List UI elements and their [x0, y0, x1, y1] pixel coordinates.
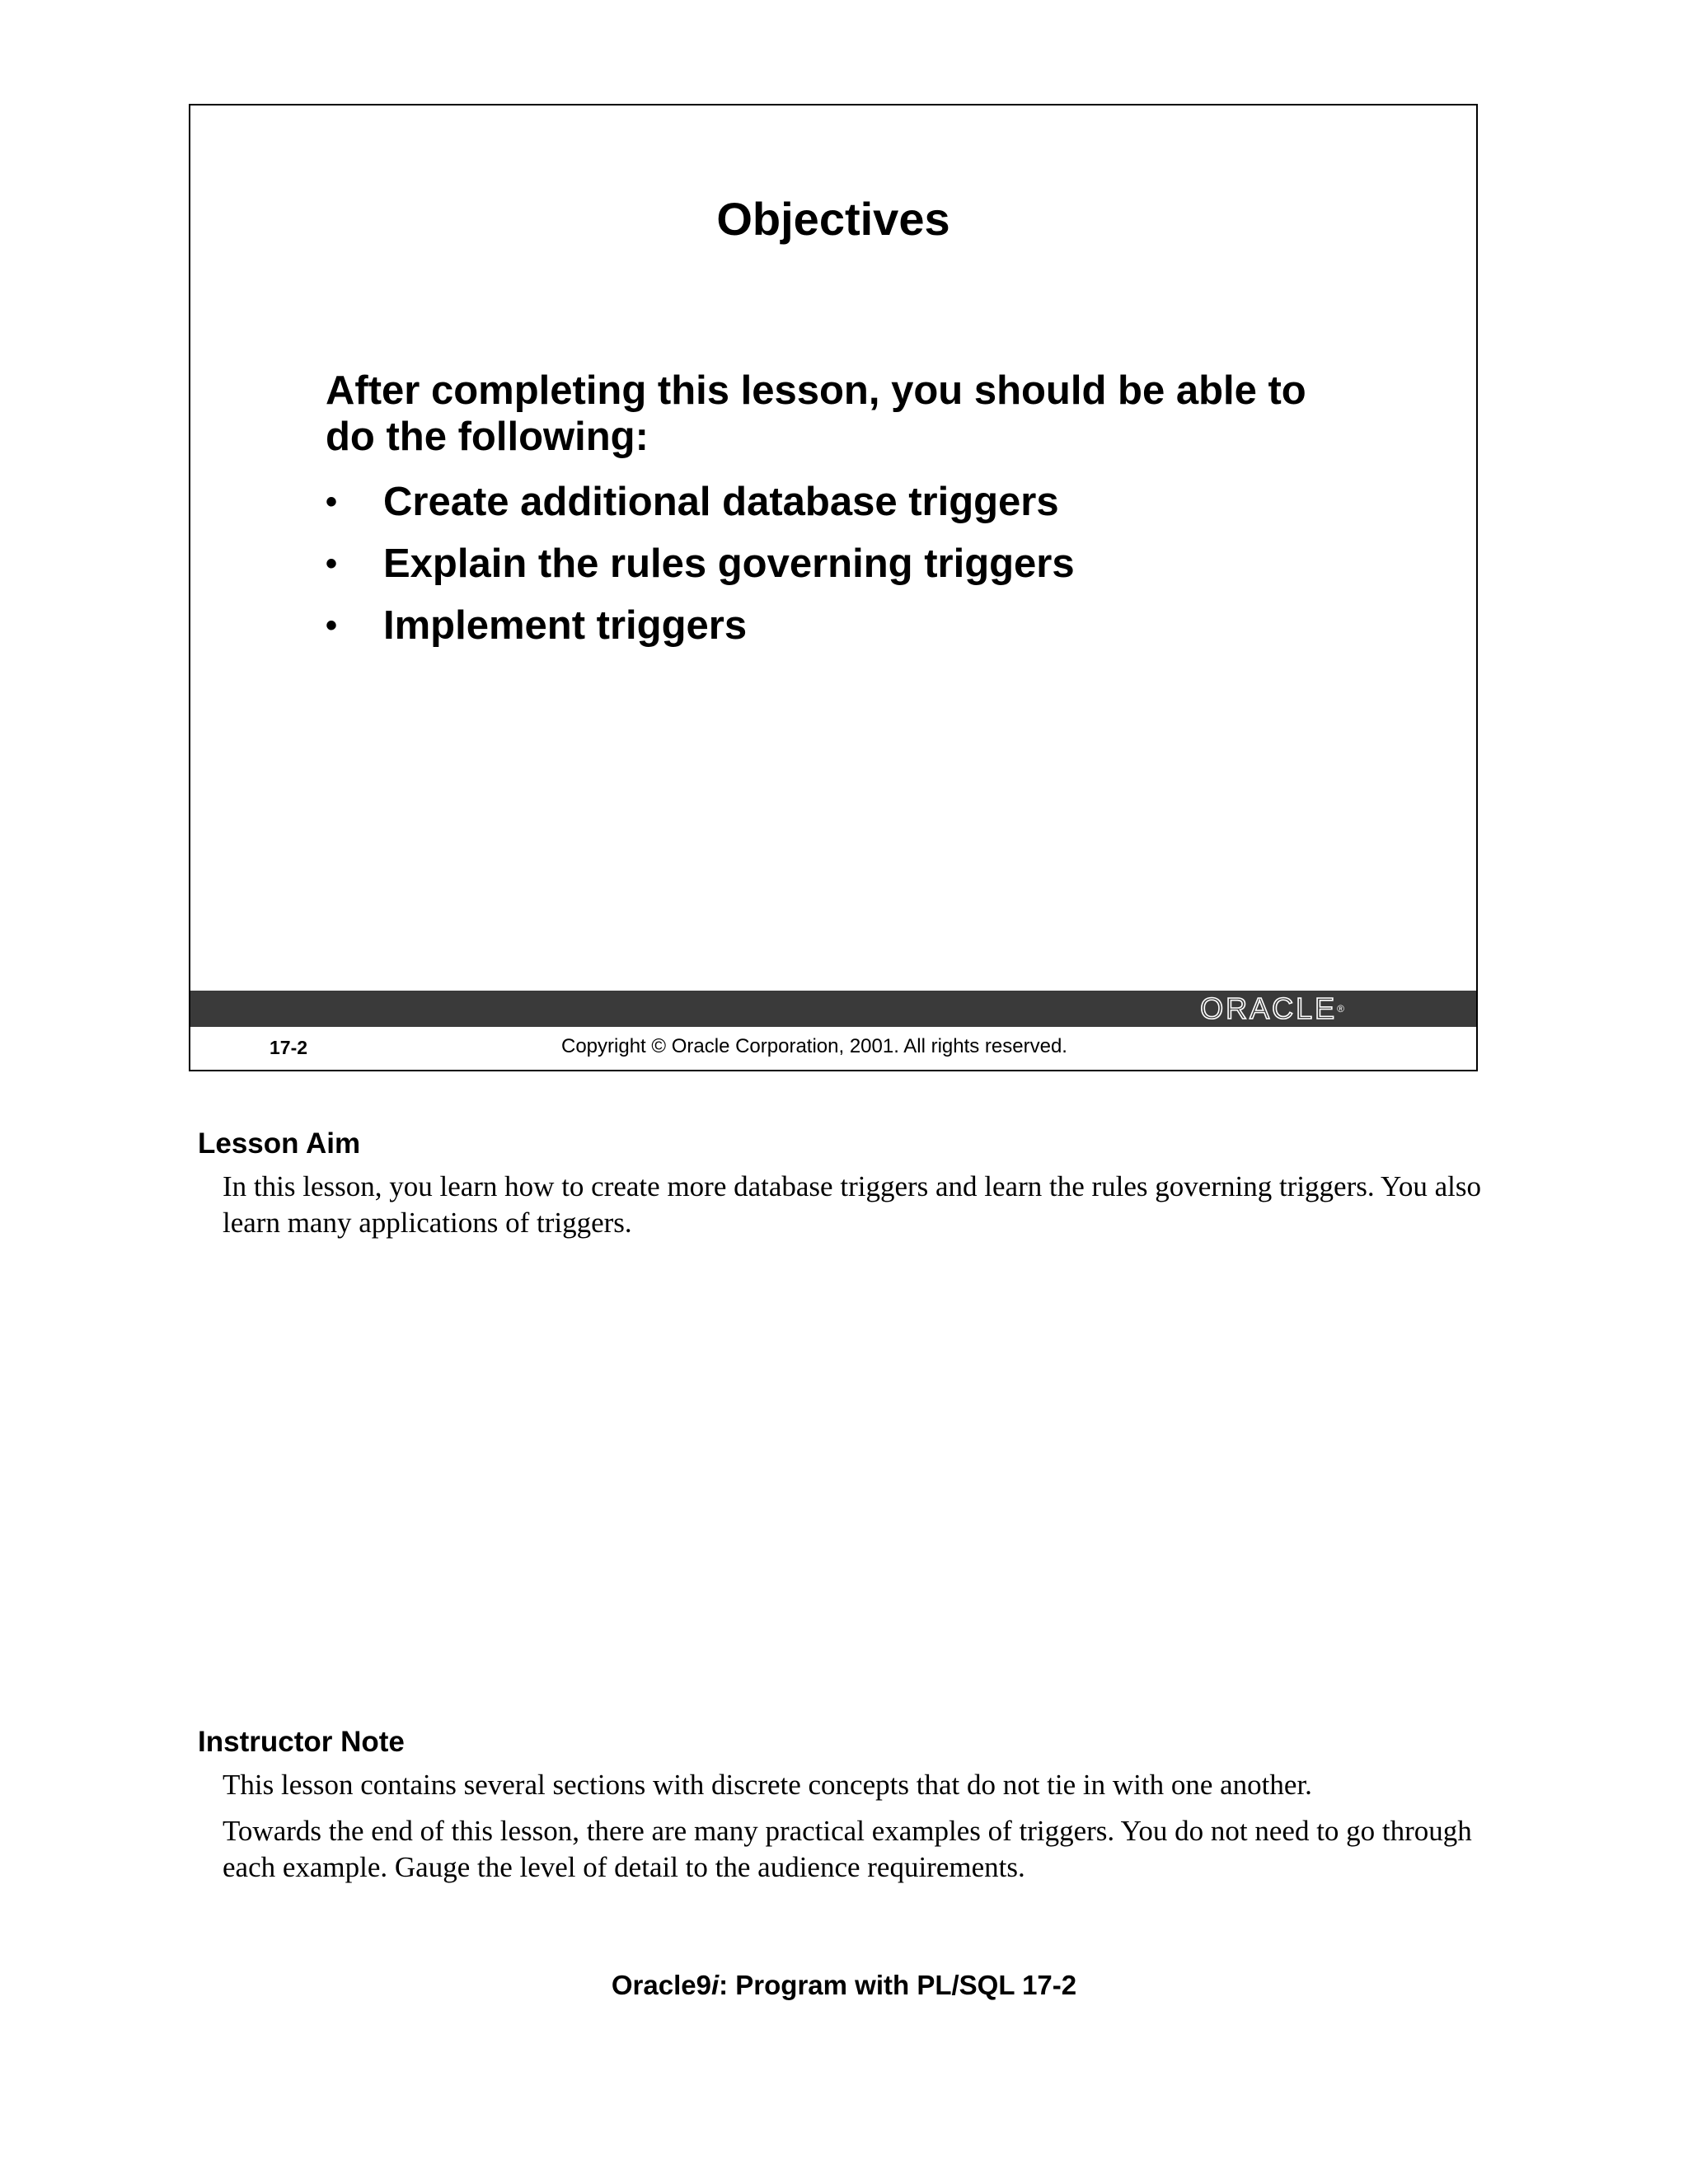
slide [189, 104, 1478, 1071]
instructor-note-paragraph: Towards the end of this lesson, there are many practical examples of triggers. You do not need to go through each example. Gauge the level of detail to the audience requirements. [223, 1815, 1472, 1883]
trademark-mark: ® [1337, 1003, 1344, 1015]
lesson-aim-heading: Lesson Aim [198, 1127, 361, 1160]
objective-item [326, 595, 1075, 657]
objective-item [326, 471, 1075, 533]
slide-title: Objectives [716, 193, 950, 245]
oracle-bar [190, 991, 1476, 1027]
lesson-aim-paragraph: In this lesson, you learn how to create more database triggers and learn the rules governing triggers. You also learn many applications of triggers. [223, 1170, 1481, 1239]
oracle-logo-text: ORACLE [1200, 991, 1338, 1025]
objectives-list [326, 471, 1075, 657]
objective-item [326, 533, 1075, 595]
footer-suffix: : Program with PL/SQL 17-2 [719, 1970, 1077, 2000]
instructor-note-heading: Instructor Note [198, 1726, 405, 1758]
slide-footer [190, 1032, 1476, 1065]
instructor-note-body [223, 1767, 1508, 1896]
page-footer [0, 1970, 1688, 2001]
bullet-icon: • [326, 484, 338, 520]
objective-text: Implement triggers [383, 603, 748, 648]
bullet-icon: • [326, 546, 338, 582]
footer-prefix: Oracle9 [611, 1970, 711, 2000]
oracle-logo [1200, 991, 1344, 1025]
lesson-aim-body [223, 1169, 1508, 1251]
objective-text: Explain the rules governing triggers [383, 541, 1075, 586]
slide-intro: After completing this lesson, you should be able to do the following: [326, 368, 1306, 459]
footer-italic: i [710, 1970, 720, 2000]
instructor-note-paragraph: This lesson contains several sections with discrete concepts that do not tie in with one another. [223, 1769, 1312, 1801]
slide-copyright: Copyright © Oracle Corporation, 2001. All rights reserved. [561, 1035, 1067, 1057]
objective-text: Create additional database triggers [383, 480, 1059, 524]
bullet-icon: • [326, 607, 338, 644]
slide-number: 17-2 [270, 1037, 308, 1058]
